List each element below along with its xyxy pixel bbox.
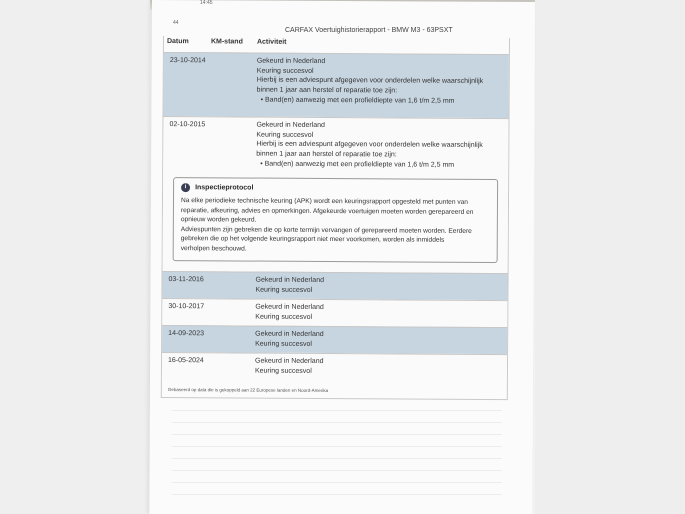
column-header-activity: Activiteit xyxy=(256,38,287,46)
table-row xyxy=(164,52,509,118)
page-number: 44 xyxy=(173,20,179,26)
activity-line: Gekeurd in Nederland xyxy=(255,330,324,338)
inspection-text-line: verholpen beschouwd. xyxy=(180,245,247,253)
inspection-body xyxy=(181,196,493,255)
faint-print-lines xyxy=(172,410,502,510)
column-header-km: KM-stand xyxy=(210,38,243,46)
bullet-text: Band(en) aanwezig met een profieldiepte van 1,6 t/m 2,5 mm xyxy=(264,96,455,105)
activity-line: Keuring succesvol xyxy=(256,67,314,75)
inspection-protocol-box xyxy=(173,177,499,263)
activity-note: Hierbij is een adviespunt afgegeven voor onderdelen welke waarschijnlijk xyxy=(256,140,483,150)
table-row xyxy=(162,352,507,382)
inspection-text-line: Adviespunten zijn gebreken die op korte termijn vervangen of gerepareerd moeten worden. Eerdere xyxy=(180,225,472,235)
inspection-title xyxy=(181,183,253,192)
row-activity xyxy=(256,121,496,171)
row-date: 03-11-2016 xyxy=(168,276,204,284)
background-left xyxy=(0,0,150,514)
row-date: 14-09-2023 xyxy=(168,330,205,338)
activity-note: Hierbij is een adviespunt afgegeven voor onderdelen welke waarschijnlijk xyxy=(256,76,484,86)
activity-line: Gekeurd in Nederland xyxy=(255,303,324,311)
activity-note: binnen 1 jaar aan herstel of reparatie toe zijn: xyxy=(256,150,397,159)
row-activity xyxy=(255,357,495,378)
activity-line: Keuring succesvol xyxy=(256,131,314,139)
status-time: 14:45 xyxy=(200,0,213,6)
activity-bullet: • Band(en) aanwezig met een profieldiepte van 1,6 t/m 2,5 mm xyxy=(260,96,455,105)
inspection-text-line: opnieuw worden gekeurd. xyxy=(180,216,257,224)
activity-line: Keuring succesvol xyxy=(255,340,312,348)
history-table xyxy=(161,36,510,400)
table-row xyxy=(162,271,507,300)
bullet-text: Band(en) aanwezig met een profieldiepte van 1,6 t/m 2,5 mm xyxy=(264,160,455,169)
info-icon: i xyxy=(181,183,190,192)
activity-note: binnen 1 jaar aan herstel of reparatie toe zijn: xyxy=(256,86,398,95)
row-activity xyxy=(255,276,495,297)
table-row xyxy=(162,325,507,354)
row-date: 02-10-2015 xyxy=(169,121,206,129)
row-activity xyxy=(255,303,495,324)
background-right xyxy=(535,0,685,514)
column-header-date: Datum xyxy=(166,38,189,46)
inspection-text-line: reparatie, afkeuring, advies en opmerkingen. Afgekeurde voertuigen moeten worden gerepareerd en xyxy=(180,206,474,216)
activity-bullet: • Band(en) aanwezig met een profieldiepte van 1,6 t/m 2,5 mm xyxy=(260,160,455,169)
table-row xyxy=(162,298,507,327)
activity-line: Keuring succesvol xyxy=(255,313,313,321)
inspection-title-text: Inspectieprotocol xyxy=(195,184,254,192)
row-date: 30-10-2017 xyxy=(168,303,205,311)
activity-line: Gekeurd in Nederland xyxy=(256,121,325,129)
row-date: 16-05-2024 xyxy=(167,357,204,365)
row-date: 23-10-2014 xyxy=(169,57,206,65)
row-activity xyxy=(257,57,497,107)
inspection-text-line: Na elke periodieke technische keuring (APK) wordt een keuringsrapport opgesteld met punten van xyxy=(180,197,469,206)
footer-note: Gebaseerd op data die is gekoppeld aan 22 Europese landen en Noord-Amerika xyxy=(167,387,329,394)
activity-line: Keuring succesvol xyxy=(254,367,312,375)
activity-line: Gekeurd in Nederland xyxy=(254,357,324,365)
report-title: CARFAX Voertuighistorierapport - BMW M3 - 63PSXT xyxy=(285,27,453,34)
activity-line: Gekeurd in Nederland xyxy=(256,57,326,65)
activity-line: Gekeurd in Nederland xyxy=(255,276,325,284)
activity-line: Keuring succesvol xyxy=(255,286,313,294)
row-activity xyxy=(255,330,495,351)
inspection-text-line: gebreken die op het volgende keuringsrapport niet meer voorkomen, worden als inmiddels xyxy=(180,235,445,245)
